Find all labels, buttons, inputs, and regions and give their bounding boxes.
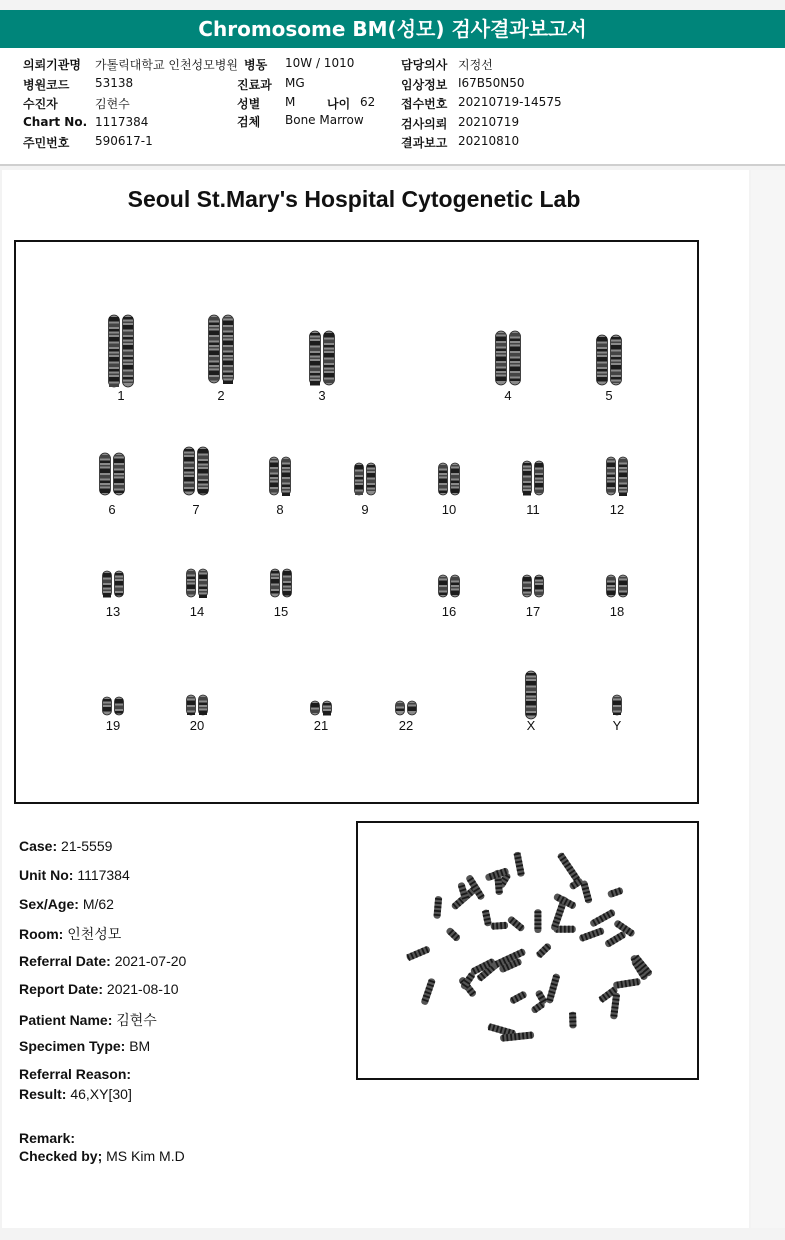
chromosome-19: [91, 696, 135, 734]
hospital-code-value: 53138: [95, 76, 134, 90]
chromosome-11: [511, 460, 555, 518]
clinical-info-value: I67B50N50: [458, 76, 525, 90]
result-value: 46,XY[30]: [70, 1086, 132, 1102]
hospital-code-label: 병원코드: [23, 78, 70, 92]
metaphase-spread-image: [356, 821, 699, 1080]
chromosome-2: [199, 314, 243, 404]
chromosome-5: [587, 334, 631, 404]
metaphase-chromosome: [445, 926, 461, 942]
metaphase-chromosome: [491, 922, 509, 930]
chromosome-10: [427, 462, 471, 518]
report-date-label: Report Date:: [19, 981, 104, 997]
chromosome-pair-4: [486, 330, 530, 386]
patient-name-line: [19, 1010, 157, 1030]
chromosome-label: 22: [398, 718, 414, 733]
room-label: Room:: [19, 926, 64, 942]
chromosome-label: Y: [612, 718, 622, 733]
institution-label: 의뢰기관명: [23, 58, 81, 72]
metaphase-chromosome: [534, 909, 541, 933]
karyotype-image: [14, 240, 699, 804]
resident-number-value: 590617-1: [95, 134, 153, 148]
remark-line: [19, 1130, 75, 1146]
chromosome-label: 20: [189, 718, 205, 733]
metaphase-chromosome: [578, 927, 605, 942]
chart-no-value: 1117384: [95, 115, 149, 129]
metaphase-chromosome: [513, 851, 525, 877]
chromosome-pair-17: [511, 574, 555, 598]
resident-number-label: 주민번호: [23, 136, 70, 150]
remark-label: Remark:: [19, 1130, 76, 1146]
chromosome-label: 14: [189, 604, 205, 619]
chromosome-pair-18: [595, 574, 639, 598]
examinee-value: 김현수: [95, 97, 130, 111]
sex-label: 성별: [237, 97, 261, 111]
specimen-type-label: Specimen Type:: [19, 1038, 126, 1054]
chromosome-21: [299, 700, 343, 734]
specimen-label: 검체: [237, 115, 261, 129]
patient-name-label: Patient Name:: [19, 1012, 113, 1028]
chromosome-label: 9: [361, 502, 369, 517]
ward-label: 병동: [244, 58, 268, 72]
chromosome-label: 21: [313, 718, 329, 733]
sexage-label: Sex/Age:: [19, 896, 79, 912]
chromosome-pair-16: [427, 574, 471, 598]
room-value: 인천성모: [67, 926, 122, 942]
result-line: [19, 1086, 132, 1102]
chromosome-y: [595, 694, 639, 734]
chromosome-pair-22: [384, 700, 428, 716]
doctor-label: 담당의사: [401, 58, 448, 72]
metaphase-chromosome: [507, 915, 526, 932]
chromosome-pair-3: [300, 330, 344, 386]
chromosome-pair-11: [511, 460, 555, 496]
test-request-label: 검사의뢰: [401, 117, 448, 131]
examinee-label: 수진자: [23, 97, 58, 111]
chromosome-pair-7: [174, 446, 218, 496]
metaphase-chromosome: [569, 1012, 577, 1029]
specimen-type-value: BM: [129, 1038, 151, 1054]
chromosome-18: [595, 574, 639, 620]
age-value: 62: [360, 95, 376, 109]
sex-value: M: [285, 95, 296, 109]
chromosome-label: 7: [192, 502, 200, 517]
chromosome-pair-x: [509, 670, 553, 720]
chromosome-label: 1: [117, 388, 125, 403]
case-label: Case:: [19, 838, 58, 854]
chromosome-16: [427, 574, 471, 620]
chromosome-pair-6: [90, 452, 134, 496]
chromosome-label: 3: [318, 388, 326, 403]
metaphase-chromosome: [535, 942, 552, 959]
chromosome-pair-20: [175, 694, 219, 716]
chromosome-label: 15: [273, 604, 289, 619]
metaphase-chromosome: [589, 908, 616, 927]
chromosome-14: [175, 568, 219, 620]
referral-reason-label: Referral Reason:: [19, 1066, 132, 1082]
metaphase-chromosome: [545, 973, 560, 1004]
chromosome-label: 16: [441, 604, 457, 619]
chromosome-4: [486, 330, 530, 404]
metaphase-spread-drawing: [358, 823, 697, 1078]
doctor-value: 지정선: [458, 58, 493, 72]
referral-date-line: [19, 953, 186, 969]
specimen-value: Bone Marrow: [285, 113, 364, 127]
metaphase-chromosome: [604, 931, 627, 949]
chromosome-22: [384, 700, 428, 734]
chromosome-1: [99, 314, 143, 404]
patient-info-panel: [0, 48, 785, 166]
metaphase-chromosome: [535, 989, 548, 1005]
referral-reason-line: [19, 1066, 131, 1082]
chromosome-label: 13: [105, 604, 121, 619]
chromosome-pair-15: [259, 568, 303, 598]
chromosome-pair-19: [91, 696, 135, 716]
chromosome-pair-10: [427, 462, 471, 496]
metaphase-chromosome: [420, 978, 436, 1006]
chromosome-pair-13: [91, 570, 135, 598]
referral-date-label: Referral Date:: [19, 953, 111, 969]
metaphase-chromosome: [613, 978, 641, 989]
chromosome-pair-9: [343, 462, 387, 496]
checked-by-line: [19, 1148, 185, 1164]
patient-name-value: 김현수: [116, 1012, 157, 1028]
chromosome-pair-1: [99, 314, 143, 388]
chromosome-label: 11: [526, 502, 540, 517]
chromosome-label: X: [526, 718, 536, 733]
metaphase-chromosome: [509, 990, 528, 1004]
metaphase-chromosome: [557, 852, 581, 884]
test-request-value: 20210719: [458, 115, 520, 129]
case-value: 21-5559: [61, 838, 113, 854]
specimen-type-line: [19, 1038, 150, 1054]
chromosome-label: 5: [605, 388, 613, 403]
chromosome-15: [259, 568, 303, 620]
chromosome-label: 18: [609, 604, 625, 619]
chromosome-13: [91, 570, 135, 620]
metaphase-chromosome: [433, 896, 442, 919]
result-label: Result:: [19, 1086, 67, 1102]
chromosome-pair-8: [258, 456, 302, 496]
chromosome-20: [175, 694, 219, 734]
department-value: MG: [285, 76, 305, 90]
chromosome-pair-5: [587, 334, 631, 386]
result-report-value: 20210810: [458, 134, 520, 148]
department-label: 진료과: [237, 78, 272, 92]
unit-value: 1117384: [77, 867, 130, 883]
case-line: [19, 838, 112, 854]
chromosome-12: [595, 456, 639, 518]
chromosome-pair-2: [199, 314, 243, 384]
report-date-line: [19, 981, 179, 997]
chromosome-x: [509, 670, 553, 734]
receipt-number-value: 20210719-14575: [458, 95, 562, 109]
chromosome-label: 17: [525, 604, 541, 619]
chromosome-6: [90, 452, 134, 518]
chromosome-label: 6: [108, 502, 116, 517]
report-title: Chromosome BM(성모) 검사결과보고서: [0, 10, 785, 48]
chromosome-pair-21: [299, 700, 343, 716]
referral-date-value: 2021-07-20: [114, 953, 187, 969]
chromosome-3: [300, 330, 344, 404]
chromosome-label: 4: [504, 388, 512, 403]
metaphase-chromosome: [607, 887, 624, 899]
checked-by-label: Checked by;: [19, 1148, 103, 1164]
lab-title: Seoul St.Mary's Hospital Cytogenetic Lab: [127, 186, 581, 212]
chromosome-pair-14: [175, 568, 219, 598]
institution-value: 가톨릭대학교 인천성모병원: [95, 58, 238, 72]
chromosome-7: [174, 446, 218, 518]
metaphase-chromosome: [406, 945, 431, 961]
ward-value: 10W / 1010: [285, 56, 355, 70]
metaphase-chromosome: [482, 909, 492, 927]
receipt-number-label: 접수번호: [401, 97, 448, 111]
chromosome-label: 10: [441, 502, 457, 517]
chromosome-label: 8: [276, 502, 284, 517]
report-date-value: 2021-08-10: [106, 981, 179, 997]
chromosome-9: [343, 462, 387, 518]
age-label: 나이: [327, 97, 351, 111]
chromosome-pair-y: [595, 694, 639, 716]
chromosome-label: 2: [217, 388, 225, 403]
room-line: [19, 924, 121, 944]
checked-by-value: MS Kim M.D: [106, 1148, 185, 1164]
sexage-value: M/62: [82, 896, 114, 912]
sexage-line: [19, 896, 114, 912]
chromosome-label: 19: [105, 718, 121, 733]
chromosome-pair-12: [595, 456, 639, 496]
result-report-label: 결과보고: [401, 136, 448, 150]
clinical-info-label: 임상정보: [401, 78, 448, 92]
right-margin: [751, 170, 785, 1228]
chromosome-17: [511, 574, 555, 620]
chromosome-8: [258, 456, 302, 518]
chart-no-label: Chart No.: [23, 115, 88, 129]
unit-line: [19, 867, 130, 883]
chromosome-label: 12: [609, 502, 625, 517]
cytogenetic-report: [2, 170, 749, 1228]
unit-label: Unit No:: [19, 867, 74, 883]
